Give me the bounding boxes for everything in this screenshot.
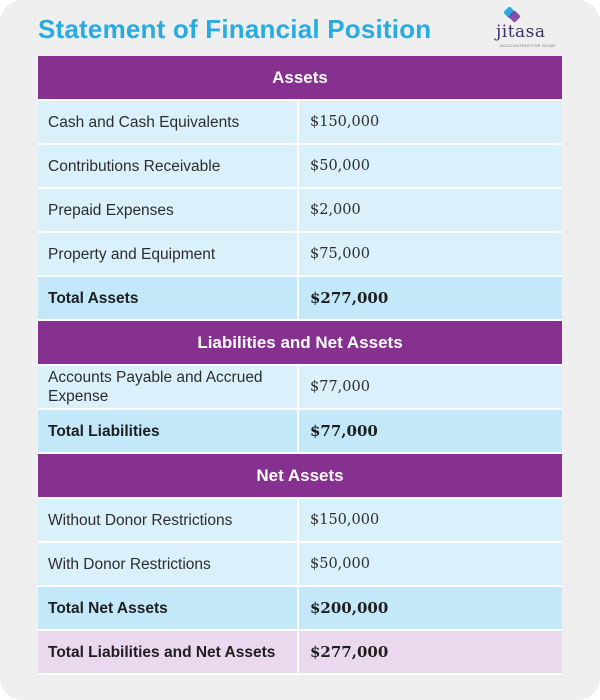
table-row (38, 543, 562, 587)
row-label: Accounts Payable and Accrued Expense (38, 366, 299, 408)
total-value: $200,000 (310, 599, 389, 617)
table-row (38, 101, 562, 145)
row-label: With Donor Restrictions (38, 543, 299, 585)
table-row (38, 366, 562, 410)
row-label: Contributions Receivable (38, 145, 299, 187)
table-row (38, 233, 562, 277)
grand-total-label: Total Liabilities and Net Assets (38, 631, 299, 673)
jitasa-logo (496, 6, 556, 46)
logo-wordmark: jitasa (496, 22, 546, 42)
row-value: $50,000 (310, 158, 370, 174)
table-row (38, 145, 562, 189)
table-row (38, 189, 562, 233)
total-assets-row (38, 277, 562, 321)
row-value: $2,000 (310, 202, 361, 218)
row-label: Cash and Cash Equivalents (38, 101, 299, 143)
row-label: Property and Equipment (38, 233, 299, 275)
row-value: $77,000 (310, 379, 370, 395)
section-header-net-assets: Net Assets (38, 454, 562, 499)
row-label: Prepaid Expenses (38, 189, 299, 231)
page-title: Statement of Financial Position (38, 14, 432, 44)
grand-total-value: $277,000 (310, 643, 389, 661)
total-net-assets-row (38, 587, 562, 631)
section-header-assets: Assets (38, 56, 562, 101)
total-label: Total Assets (38, 277, 299, 319)
total-value: $77,000 (310, 422, 378, 440)
table-row (38, 499, 562, 543)
row-value: $150,000 (310, 512, 380, 528)
total-liabilities-row (38, 410, 562, 454)
row-value: $50,000 (310, 556, 370, 572)
financial-table (38, 56, 562, 675)
row-value: $150,000 (310, 114, 380, 130)
row-value: $75,000 (310, 246, 370, 262)
total-label: Total Liabilities (38, 410, 299, 452)
logo-tagline: ACCOUNTING FOR GOOD (500, 43, 556, 48)
grand-total-row (38, 631, 562, 675)
total-label: Total Net Assets (38, 587, 299, 629)
section-header-liabilities: Liabilities and Net Assets (38, 321, 562, 366)
total-value: $277,000 (310, 289, 389, 307)
row-label: Without Donor Restrictions (38, 499, 299, 541)
